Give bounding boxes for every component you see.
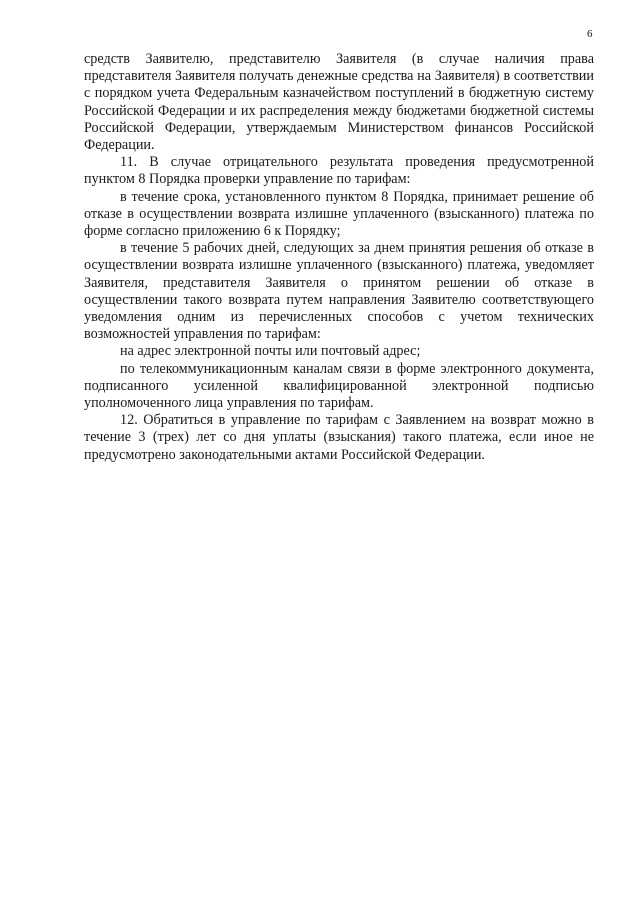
document-body xyxy=(84,51,594,464)
paragraph-email-or-post: на адрес электронной почты или почтовый адрес; xyxy=(120,343,421,360)
paragraph-refusal-decision: в течение срока, установленного пунктом 8 Порядка, принимает решение об отказе в осуществлении возврата излишне уплаченного (взысканного) платежа по форме согласно приложению 6 к Порядку; xyxy=(84,188,594,240)
paragraph-notification: в течение 5 рабочих дней, следующих за днем принятия решения об отказе в осуществлении возврата излишне уплаченного (взысканного) платежа, уведомляет Заявителя, представителя Заявителя о принятом решении об отказе в осуществлении такого возврата путем направления Заявителю соответствующего уведомления одним из перечисленных способов с учетом технических возможностей управления по тарифам: xyxy=(84,240,594,343)
paragraph-refund-distribution: средств Заявителю, представителю Заявителя (в случае наличия права представителя Заявителя получать денежные средства на Заявителя) в соответствии с порядком учета Федеральным казначейством поступлений в бюджетную систему Российской Федерации и их распределения между бюджетами бюджетной системы Российской Федерации, утверждаемым Министерством финансов Российской Федерации. xyxy=(84,51,594,154)
paragraph-item-11: 11. В случае отрицательного результата проведения предусмотренной пунктом 8 Порядка проверки управление по тарифам: xyxy=(84,154,594,188)
paragraph-item-12: 12. Обратиться в управление по тарифам с Заявлением на возврат можно в течение 3 (трех) лет со дня уплаты (взыскания) такого платежа, если иное не предусмотрено законодательными актами Российской Федерации. xyxy=(84,412,594,463)
page-number: 6 xyxy=(587,28,593,40)
paragraph-telecom-channels: по телекоммуникационным каналам связи в форме электронного документа, подписанного усиленной квалифицированной электронной подписью уполномоченного лица управления по тарифам. xyxy=(84,360,594,412)
